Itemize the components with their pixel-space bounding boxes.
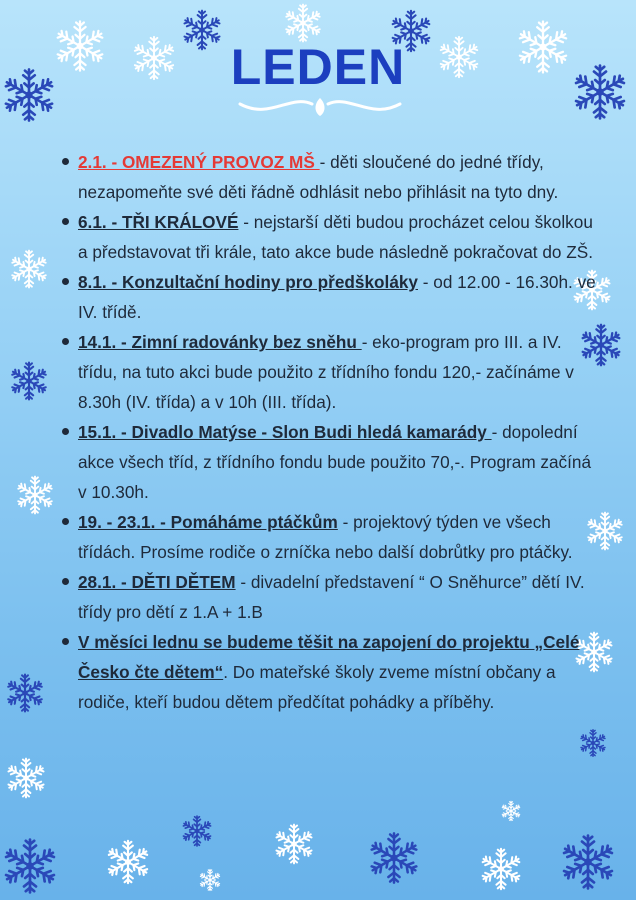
event-heading: V měsíci lednu se budeme těšit na zapojení do projektu „Celé Česko čte dětem“ bbox=[78, 632, 580, 682]
snowflake-icon bbox=[4, 672, 46, 714]
snowflake-icon bbox=[8, 248, 50, 290]
list-item bbox=[78, 567, 598, 627]
snowflake-icon bbox=[180, 814, 214, 848]
event-heading: 14.1. - Zimní radovánky bez sněhu bbox=[78, 332, 362, 352]
event-text: - od 12.00 - 16.30h. ve IV. třídě. bbox=[78, 272, 596, 322]
snowflake-icon bbox=[272, 822, 316, 866]
snowflake-icon bbox=[0, 836, 60, 896]
list-item bbox=[78, 327, 598, 417]
event-text: - děti sloučené do jedné třídy, nezapomeňte své děti řádně odhlásit nebo přihlásit na tyto dny. bbox=[78, 152, 559, 202]
list-item bbox=[78, 147, 598, 207]
event-text: - divadelní představení “ O Sněhurce” dětí IV. třídy pro dětí z 1.A + 1.B bbox=[78, 572, 585, 622]
list-item bbox=[78, 207, 598, 267]
snowflake-icon bbox=[366, 830, 422, 886]
list-item bbox=[78, 267, 598, 327]
snowflake-icon bbox=[578, 728, 608, 758]
event-heading: 19. - 23.1. - Pomáháme ptáčkům bbox=[78, 512, 338, 532]
event-heading: 28.1. - DĚTI DĚTEM bbox=[78, 572, 236, 592]
snowflake-icon bbox=[8, 360, 50, 402]
event-text: - projektový týden ve všech třídách. Prosíme rodiče o zrníčka nebo další dobrůtky pro ptáčky. bbox=[78, 512, 573, 562]
list-item bbox=[78, 627, 598, 717]
list-item bbox=[78, 507, 598, 567]
event-heading: 6.1. - TŘI KRÁLOVÉ bbox=[78, 212, 239, 232]
ornament-divider bbox=[230, 90, 410, 126]
page-title: LEDEN bbox=[230, 39, 406, 95]
events-list bbox=[78, 147, 598, 717]
snowflake-icon bbox=[4, 756, 48, 800]
snowflake-icon bbox=[104, 838, 152, 886]
event-heading: 15.1. - Divadlo Matýse - Slon Budi hledá kamarády bbox=[78, 422, 492, 442]
snowflake-icon bbox=[478, 846, 524, 892]
event-text: - dopolední akce všech tříd, z třídního fondu bude použito 70,-. Program začíná v 10.30h. bbox=[78, 422, 592, 502]
snowflake-icon bbox=[198, 868, 222, 892]
list-item bbox=[78, 417, 598, 507]
snowflake-icon bbox=[558, 832, 618, 892]
event-heading: 8.1. - Konzultační hodiny pro předškoláky bbox=[78, 272, 418, 292]
event-text: . Do mateřské školy zveme místní občany a rodiče, kteří budou dětem předčítat pohádky a příběhy. bbox=[78, 662, 556, 712]
snowflake-icon bbox=[14, 474, 56, 516]
event-text: - eko-program pro III. a IV. třídu, na tuto akci bude použito z třídního fondu 120,- začínáme v 8.30h (IV. třída) a v 10h (III. třída). bbox=[78, 332, 574, 412]
event-heading: 2.1. - OMEZENÝ PROVOZ MŠ bbox=[78, 152, 320, 172]
event-text: - nejstarší děti budou procházet celou školkou a představovat tři krále, tato akce bude následně pokračovat do ZŠ. bbox=[78, 212, 593, 262]
snowflake-icon bbox=[500, 800, 522, 822]
